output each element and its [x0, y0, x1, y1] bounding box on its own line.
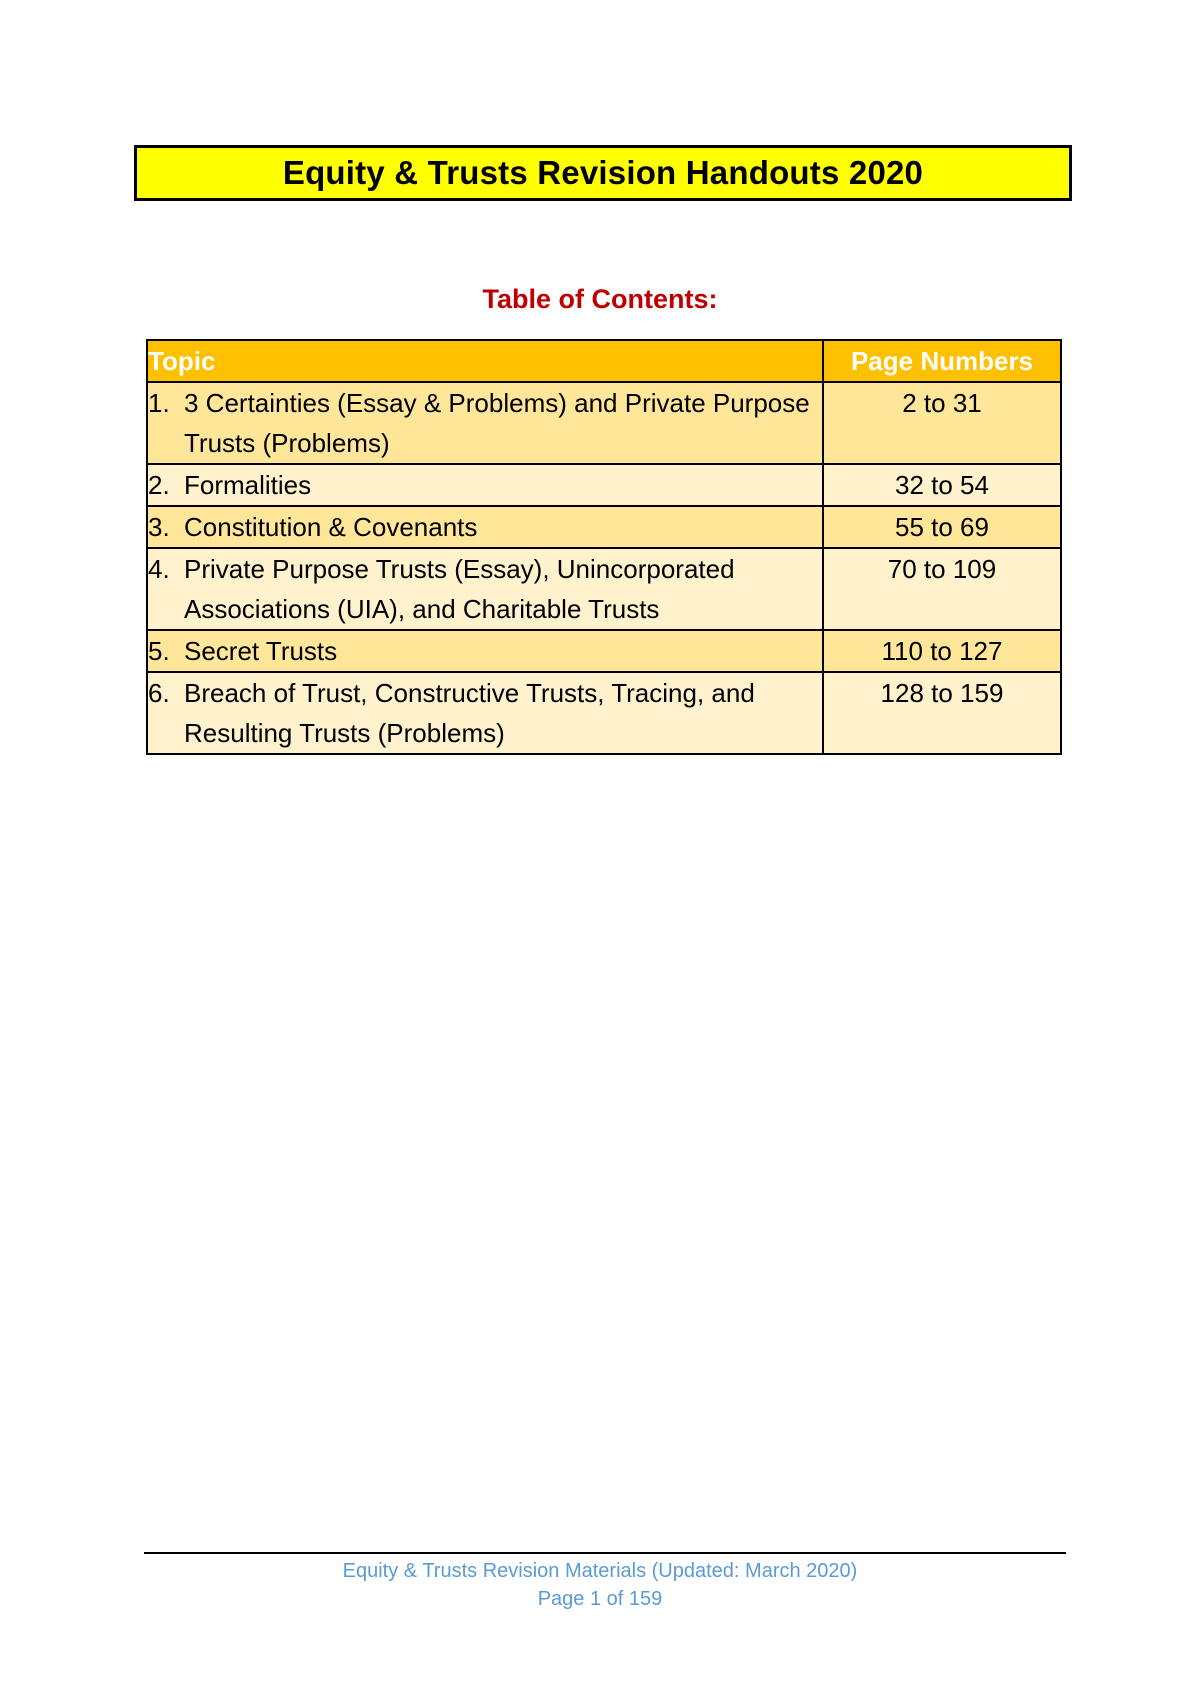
document-title-box [134, 145, 1072, 201]
toc-row [147, 382, 1061, 464]
toc-item-topic: Breach of Trust, Constructive Trusts, Tracing, and Resulting Trusts (Problems) [184, 678, 755, 748]
toc-item-pages: 128 to 159 [823, 672, 1061, 754]
toc-header-topic: Topic [147, 340, 823, 382]
toc-item-topic: Secret Trusts [184, 636, 338, 666]
toc-item-number: 1. [148, 388, 170, 418]
footer-document-info: Equity & Trusts Revision Materials (Updated: March 2020) [342, 1560, 858, 1582]
toc-row [147, 548, 1061, 630]
toc-item-pages: 2 to 31 [823, 382, 1061, 464]
toc-item-number: 3. [148, 512, 170, 542]
toc-topic-cell [147, 630, 823, 672]
toc-row [147, 506, 1061, 548]
toc-item-topic: 3 Certainties (Essay & Problems) and Private Purpose Trusts (Problems) [184, 388, 810, 458]
toc-topic-cell [147, 464, 823, 506]
toc-item-number: 6. [148, 678, 170, 708]
toc-topic-cell [147, 506, 823, 548]
toc-item-topic: Private Purpose Trusts (Essay), Unincorporated Associations (UIA), and Charitable Trusts [184, 554, 735, 624]
toc-topic-cell [147, 548, 823, 630]
toc-item-number: 2. [148, 470, 170, 500]
toc-item-number: 4. [148, 554, 170, 584]
toc-header-row [147, 340, 1061, 382]
toc-table [146, 339, 1062, 755]
toc-item-pages: 70 to 109 [823, 548, 1061, 630]
toc-heading: Table of Contents: [482, 284, 718, 314]
toc-item-topic: Formalities [184, 470, 312, 500]
footer-divider [144, 1552, 1066, 1554]
toc-row [147, 630, 1061, 672]
toc-item-pages: 110 to 127 [823, 630, 1061, 672]
toc-item-pages: 55 to 69 [823, 506, 1061, 548]
toc-topic-cell [147, 672, 823, 754]
footer-page-number: Page 1 of 159 [537, 1588, 663, 1610]
toc-item-number: 5. [148, 636, 170, 666]
toc-item-topic: Constitution & Covenants [184, 512, 478, 542]
toc-header-pages: Page Numbers [823, 340, 1061, 382]
toc-item-pages: 32 to 54 [823, 464, 1061, 506]
toc-row [147, 672, 1061, 754]
toc-topic-cell [147, 382, 823, 464]
document-title: Equity & Trusts Revision Handouts 2020 [282, 154, 924, 191]
toc-row [147, 464, 1061, 506]
